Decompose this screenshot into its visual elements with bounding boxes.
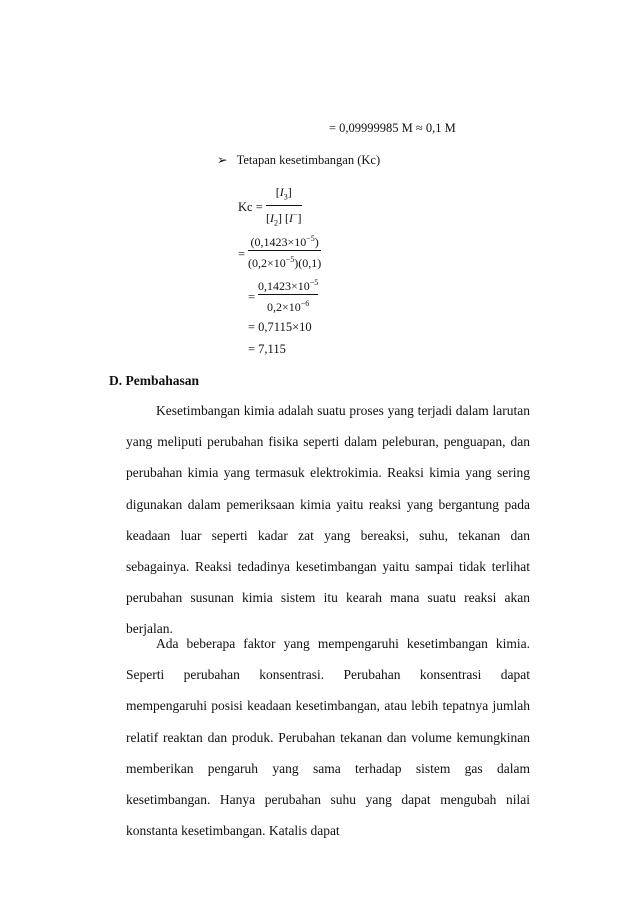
eq1-fraction: [248, 232, 321, 270]
kc-fraction: [266, 185, 302, 231]
eq1-denominator: $(0,2\times 10^{-5})(0,1)$: [248, 255, 322, 270]
eq2-numerator: $0,1423\times 10^{-5}$: [258, 278, 319, 293]
eq2-prefix: =: [248, 290, 256, 304]
paragraph-2: [126, 628, 530, 846]
eq2-denominator: $0,2\times 10^{-6}$: [267, 299, 310, 314]
paragraph-2-text: Ada beberapa faktor yang mempengaruhi kesetimbangan kimia. Seperti perubahan konsentrasi. Perubahan konsentrasi dapat mempengaruhi posisi keadaan kesetimbangan, atau lebih tepatnya jumlah relatif reaktan dan produk. Perubahan tekanan dan volume kemungkinan memberikan pengaruh yang sama terhadap sistem gas dalam kesetimbangan. Hanya perubahan suhu yang dapat mengubah nilai konstanta kesetimbangan. Katalis dapat: [126, 636, 530, 839]
eq1-prefix: =: [238, 247, 246, 261]
bullet-arrow-icon: ➢: [217, 153, 228, 167]
bullet-item: [217, 152, 380, 168]
eq4-line: = 7,115: [248, 342, 286, 356]
result-line: = 0,09999985 M ≈ 0,1 M: [329, 121, 456, 135]
paragraph-1-text: Kesetimbangan kimia adalah suatu proses yang terjadi dalam larutan yang meliputi perubahan fisika seperti dalam peleburan, penguapan, dan perubahan kimia yang termasuk elektrokimia. Reaksi kimia yang sering digunakan dalam pemeriksaan kimia yaitu reaksi yang bergantung pada keadaan luar seperti kadar zat yang bereaksi, suhu, tekanan dan sebagainya. Reaksi tedadinya kesetimbangan yaitu sampai tidak terlihat perubahan susunan kimia sistem itu kearah mana suatu reaksi akan berjalan.: [126, 403, 530, 637]
eq2-fraction: [258, 276, 318, 314]
kc-numerator: $[I_3]$: [275, 185, 292, 202]
eq3-line: = 0,7115×10: [248, 320, 312, 334]
bullet-text: Tetapan kesetimbangan (Kc): [236, 153, 381, 167]
kc-label: Kc =: [238, 200, 263, 214]
section-heading: D. Pembahasan: [109, 373, 200, 388]
eq1-numerator: $(0,1423\times 10^{-5})$: [250, 234, 319, 249]
paragraph-1: [126, 395, 530, 645]
kc-denominator: $[I_2]$ [I−]: [266, 210, 302, 228]
